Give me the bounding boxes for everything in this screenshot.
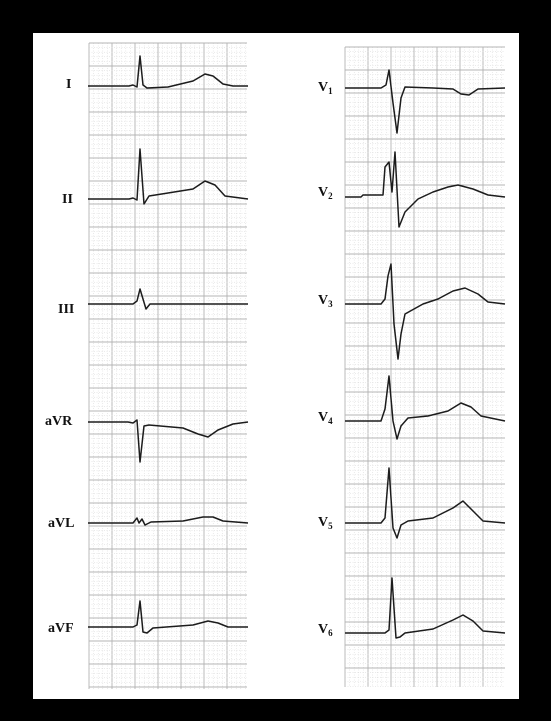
lead-label-II: II [62, 192, 73, 207]
lead-label-I: I [66, 77, 72, 92]
ecg-trace-area [33, 33, 519, 699]
trace-V3 [345, 264, 505, 359]
trace-V4 [345, 376, 505, 439]
lead-label-V3: $V_3$ [318, 293, 333, 309]
trace-V5 [345, 468, 505, 538]
lead-label-III: III [58, 302, 75, 317]
lead-label-V4: $V_4$ [318, 410, 333, 426]
grid-right-column [345, 47, 505, 687]
grid-left-column [89, 43, 247, 689]
lead-label-aVF: aVF [48, 621, 74, 636]
ecg-paper [33, 33, 519, 699]
lead-label-aVL: aVL [48, 516, 75, 531]
lead-label-V2: $V_2$ [318, 185, 333, 201]
ecg-traces [88, 56, 505, 638]
lead-label-aVR: aVR [45, 414, 73, 429]
lead-label-V5: $V_5$ [318, 515, 333, 531]
lead-label-V6: $V_6$ [318, 622, 333, 638]
lead-label-V1: $V_1$ [318, 80, 333, 96]
